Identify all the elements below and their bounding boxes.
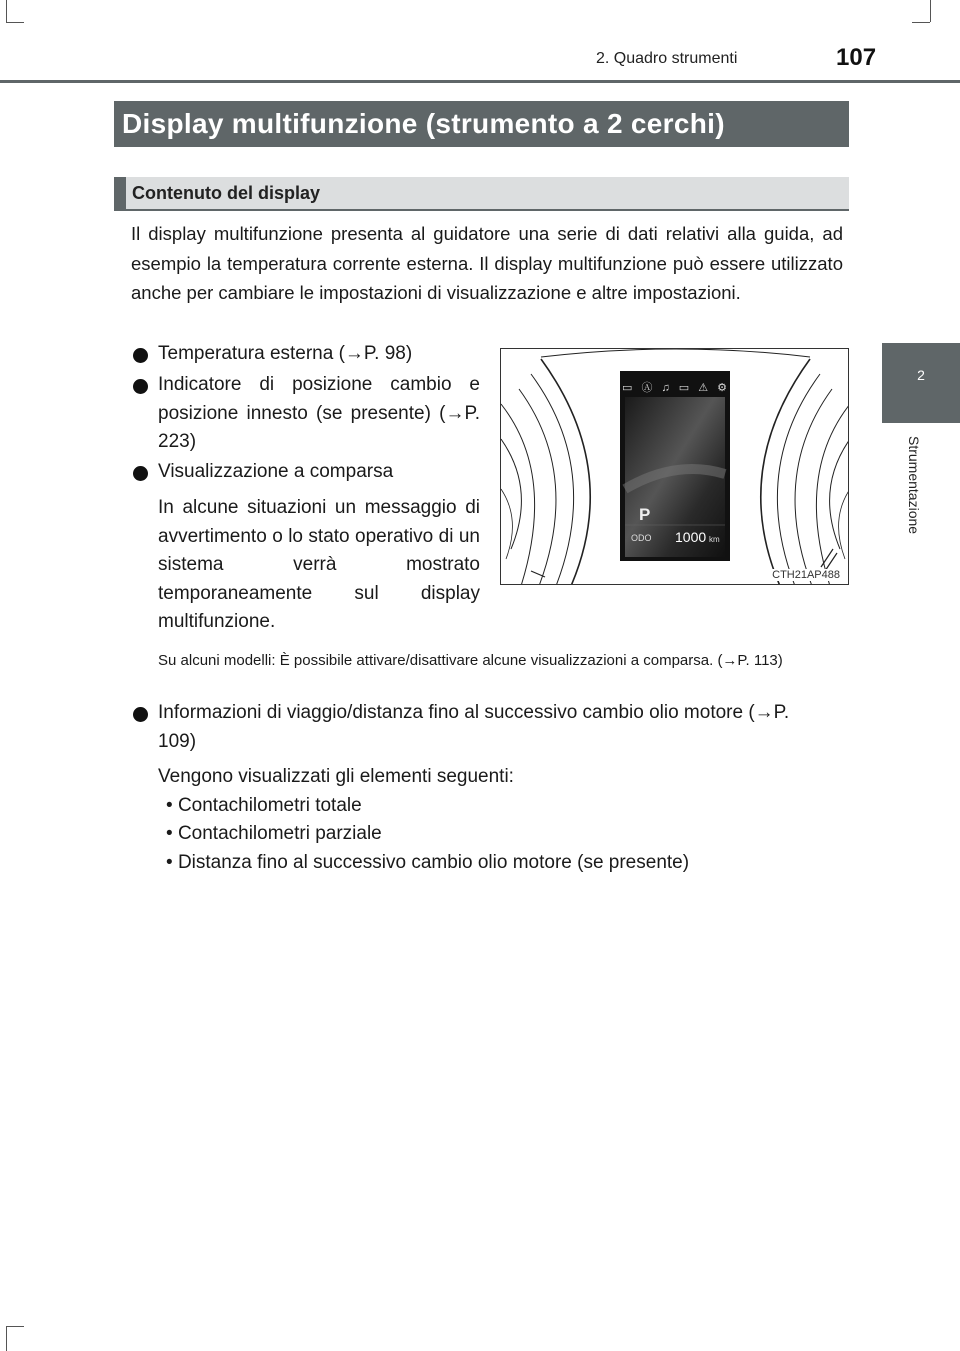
odo-label: ODO (631, 533, 652, 543)
crop-mark (6, 1326, 7, 1351)
figure-code: CTH21AP488 (772, 569, 840, 581)
bullet-description: In alcune situazioni un messaggio di avvertimento o lo stato operativo di un sistema verrà mostrato temporaneamente sul display multifunzione. (158, 497, 480, 633)
page-number: 107 (836, 44, 877, 71)
instrument-cluster-figure (500, 348, 849, 585)
indicator-icons-row: ▭ Ⓐ ♫ ▭ ⚠ ⚙ (622, 382, 731, 394)
section-title: Display multifunzione (strumento a 2 cerchi) (114, 101, 849, 147)
bullet-dot (133, 707, 148, 722)
bullet-item: Temperatura esterna (→P. 98) (158, 343, 413, 364)
crop-mark (6, 0, 7, 22)
crop-mark (912, 22, 930, 23)
chapter-tab-number: 2 (917, 367, 925, 383)
odo-value: 1000 (675, 529, 707, 545)
intro-paragraph: Il display multifunzione presenta al guidatore una serie di dati relativi alla guida, ad esempio la temperatura corrente esterna. Il display multifunzione può essere utilizzato anche per cambiare le impostazioni di visualizzazione e altre impostazioni. (131, 223, 843, 303)
bullet-item: Visualizzazione a comparsa (158, 461, 394, 482)
list-item-text: Distanza fino al successivo cambio olio motore (se presente) (177, 852, 690, 873)
list-item: • Contachilometri parziale (166, 823, 382, 844)
chapter-tab[interactable] (882, 343, 960, 423)
header-rule (0, 80, 960, 83)
chapter-title: 2. Quadro strumenti (596, 50, 738, 67)
bullet-dot (133, 379, 148, 394)
list-item-text: Contachilometri totale (177, 795, 362, 816)
list-item: • Contachilometri totale (166, 795, 362, 816)
bullet-item: Informazioni di viaggio/distanza fino al successivo cambio olio motore (→P. 109) (158, 702, 790, 752)
crop-mark (930, 0, 931, 22)
list-item-text: Contachilometri parziale (177, 823, 382, 844)
crop-mark (6, 1326, 24, 1327)
bullet-dot (133, 348, 148, 363)
crop-mark (6, 22, 24, 23)
odo-unit: km (709, 535, 720, 544)
note-paragraph: Su alcuni modelli: È possibile attivare/disattivare alcune visualizzazioni a comparsa. (→P. 113) (158, 652, 783, 669)
gear-position: P (639, 505, 651, 524)
bullet-description: Vengono visualizzati gli elementi seguenti: (158, 766, 514, 787)
chapter-tab-label: Strumentazione (906, 436, 922, 535)
bullet-dot (133, 466, 148, 481)
subsection-title: Contenuto del display (114, 177, 849, 211)
list-item: • Distanza fino al successivo cambio olio motore (se presente) (166, 852, 690, 873)
bullet-item: Indicatore di posizione cambio e posizione innesto (se presente) (→P. 223) (158, 374, 480, 452)
